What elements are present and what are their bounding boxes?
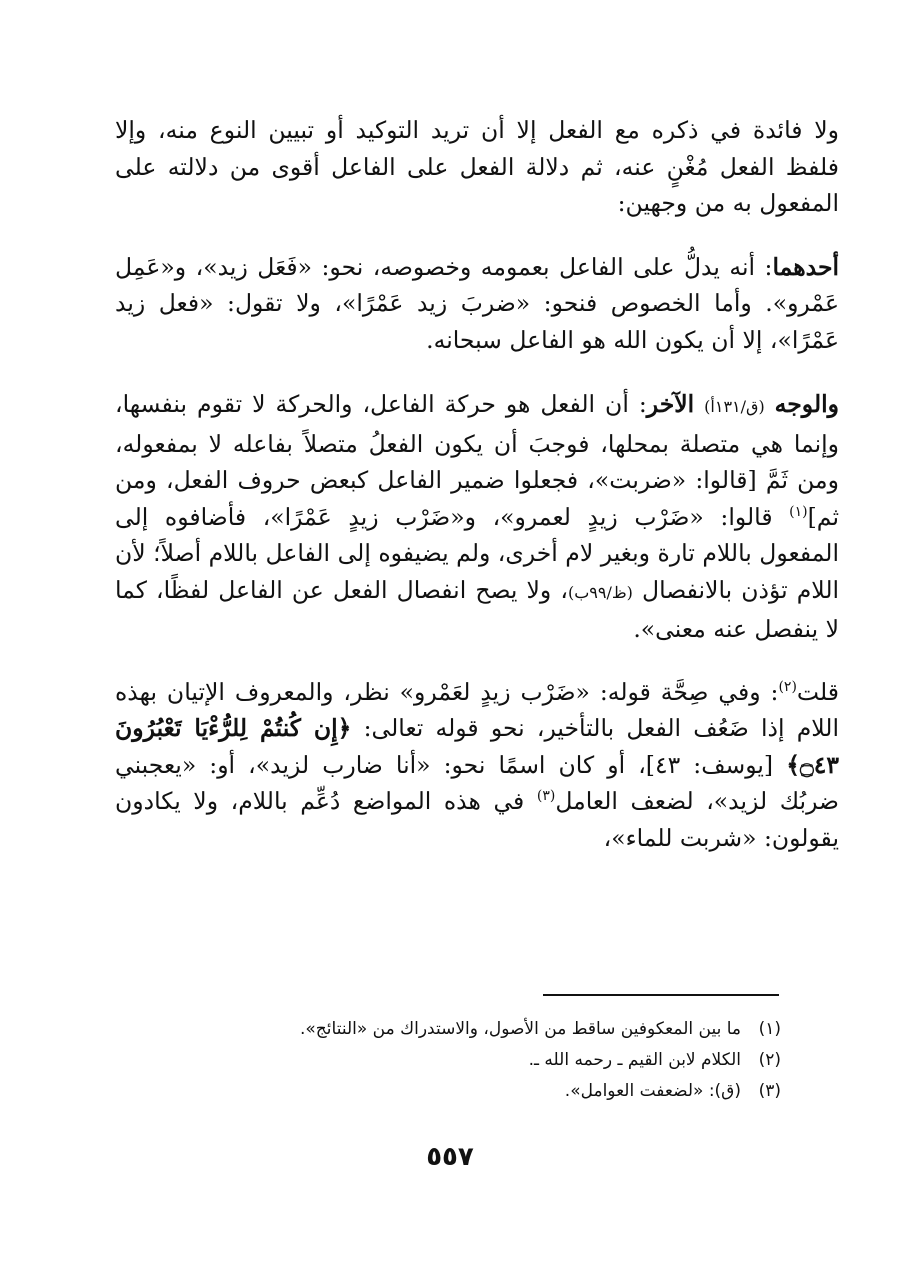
- paragraph-4-text-c: في هذه المواضع دُعِّم باللام، ولا يكادون يقولون: «شربت للماء»،: [115, 787, 839, 852]
- paragraph-1: [115, 112, 839, 222]
- paragraph-4-lead: قلت: [796, 677, 839, 706]
- paragraph-3-key: الآخر: [646, 390, 695, 418]
- paragraph-3-lead: والوجه: [774, 390, 839, 418]
- paragraph-3-text-c: ، ولا يصح انفصال الفعل عن الفاعل لفظًا، كما لا ينفصل عنه معنى».: [115, 575, 839, 643]
- quran-verse: ﴿إِن كُنتُمْ لِلرُّءْيَا تَعْبُرُونَ ۝٤٣﴾: [115, 714, 839, 779]
- paragraph-2-lead: أحدهما: [772, 252, 839, 281]
- paragraph-3-text-b: قالوا: «ضَرْب زيدٍ لعمرو»، و«ضَرْب زيدٍ عَمْرًا»، فأضافوه إلى المفعول باللام تارة وبغير لام أخرى، ولم يضيفوه إلى الفاعل باللام أصلاً؛ لأن اللام تؤذن بالانفصال: [115, 502, 840, 604]
- footnote-number: (١): [758, 1019, 781, 1039]
- footnote-1: [115, 1014, 781, 1045]
- manuscript-ref-q131: (ق/١٣١أ): [704, 397, 765, 416]
- footnote-ref-2[interactable]: (٢): [778, 678, 797, 695]
- main-text: [115, 112, 839, 881]
- footnote-number: (٢): [758, 1050, 781, 1070]
- footnote-ref-3[interactable]: (٣): [536, 788, 556, 805]
- page-number: ٥٥٧: [426, 1142, 474, 1172]
- footnote-separator: [543, 994, 779, 996]
- footnote-text: الكلام لابن القيم ـ رحمه الله ـ.: [528, 1050, 741, 1070]
- footnote-text: ما بين المعكوفين ساقط من الأصول، والاستدراك من «النتائج».: [300, 1019, 741, 1039]
- paragraph-3-text-a: : أن الفعل هو حركة الفاعل، والحركة لا تقوم بنفسها، وإنما هي متصلة بمحلها، فوجبَ أن يكون الفعلُ متصلاً بفاعله لا بمفعوله، ومن ثَمَّ [قالوا: «ضربت»، فجعلوا ضمير الفاعل كبعض حروف الفعل، ومن ثم]: [115, 390, 839, 531]
- manuscript-ref-z99: (ظ/٩٩ب): [567, 582, 633, 602]
- paragraph-4-text-a: : وفي صِحَّة قوله: «ضَرْب زيدٍ لعَمْرو» نظر، والمعروف الإتيان بهذه اللام إذا ضَعُف الفعل بالتأخير، نحو قوله تعالى:: [115, 677, 839, 742]
- paragraph-2: [115, 249, 839, 359]
- footnote-number: (٣): [758, 1081, 781, 1101]
- footnote-ref-1[interactable]: (١): [789, 503, 808, 520]
- paragraph-3: [115, 386, 839, 648]
- footnotes: [115, 1014, 781, 1107]
- paragraph-4-text-b: [يوسف: ٤٣]، أو كان اسمًا نحو: «أنا ضارب لزيد»، أو: «يعجبني ضربُك لزيد»، لضعف العامل: [115, 750, 839, 815]
- paragraph-4: [115, 674, 839, 857]
- paragraph-1-text: ولا فائدة في ذكره مع الفعل إلا أن تريد التوكيد أو تبيين النوع منه، وإلا فلفظ الفعل مُغْنٍ عنه، ثم دلالة الفعل على الفاعل أقوى من دلالته على المفعول به من وجهين:: [115, 116, 839, 217]
- paragraph-2-text: : أنه يدلُّ على الفاعل بعمومه وخصوصه، نحو: «فَعَل زيد»، و«عَمِل عَمْرو». وأما الخصوص فنحو: «ضربَ زيد عَمْرًا»، ولا تقول: «فعل زيد عَمْرًا»، إلا أن يكون الله هو الفاعل سبحانه.: [115, 252, 839, 354]
- footnote-text: (ق): «لضعفت العوامل».: [564, 1081, 741, 1101]
- footnote-3: [115, 1076, 781, 1107]
- footnote-2: [115, 1045, 781, 1076]
